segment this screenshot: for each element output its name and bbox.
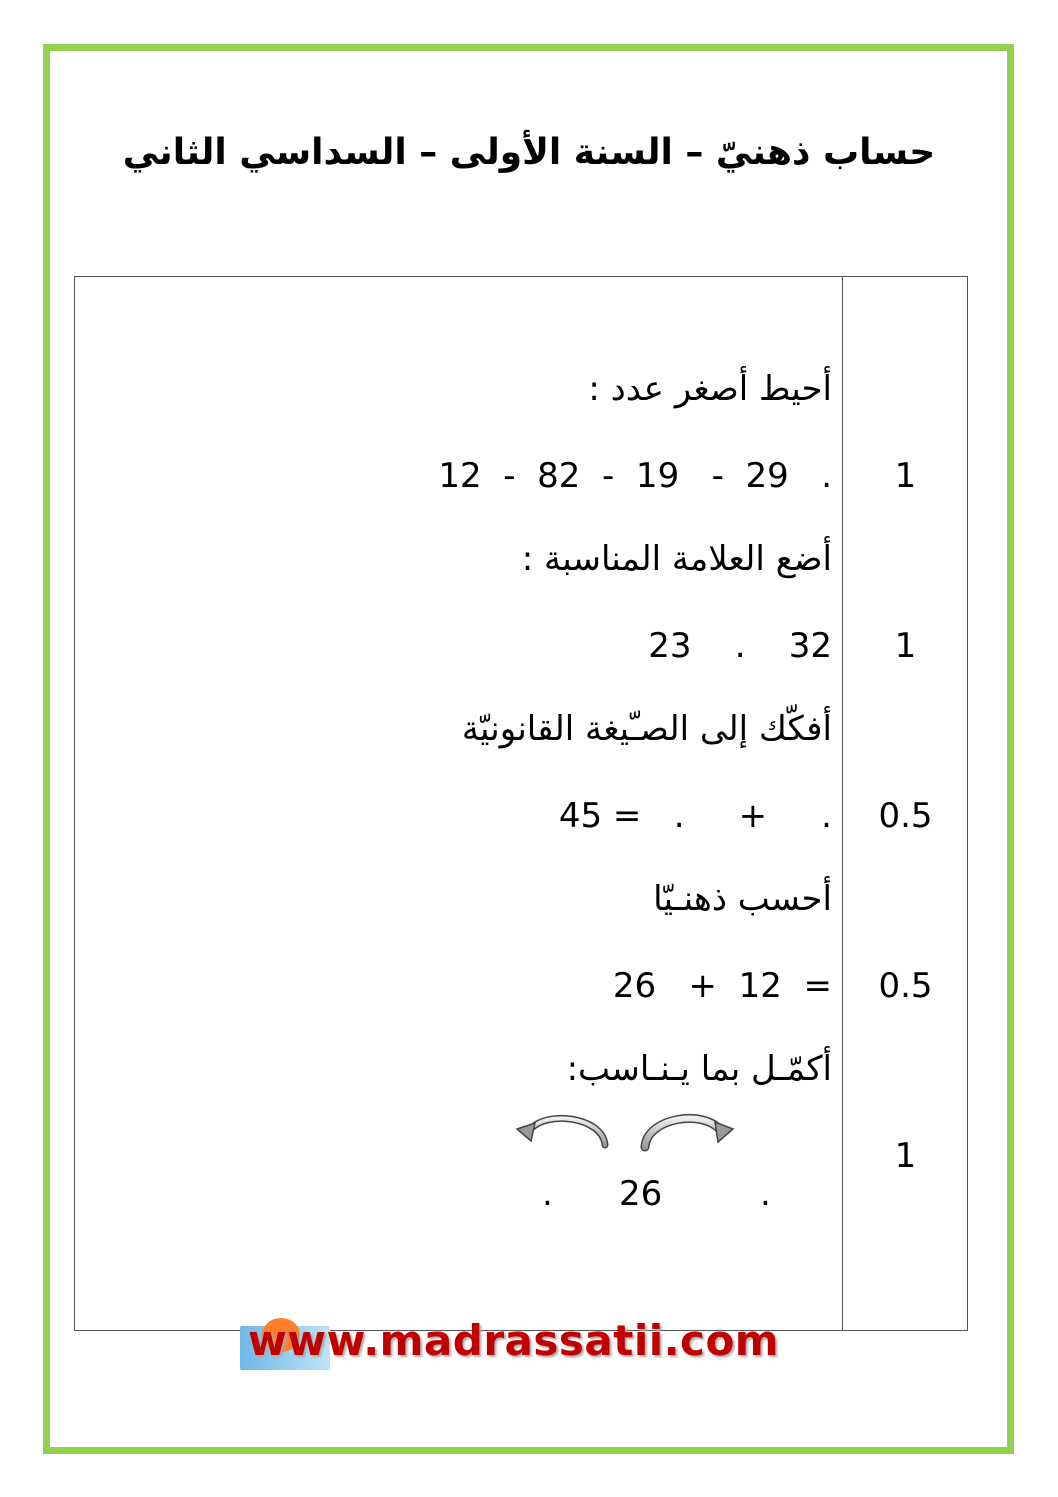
right-arrow-icon [645,1118,733,1147]
exercise-3-score: 0.5 [878,796,933,836]
watermark-text: www.madrassatii.com [248,1316,780,1365]
exercise-3-instruction: أفكّك إلى الصـّيغة القانونيّة [461,709,832,749]
exercise-1-score: 1 [894,456,917,496]
exercise-2-comparison [648,624,832,668]
exercise-4-instruction: أحسب ذهنـيّا [653,879,832,919]
exercise-5-score: 1 [894,1136,917,1176]
exercise-1-numbers [438,454,832,498]
sequence-arrows [505,1107,745,1167]
exercise-1-number-list: 12 - 82 - 19 - 29 . [438,456,832,496]
exercise-2-score: 1 [894,626,917,666]
exercise-2-instruction: أضع العلامة المناسبة : [521,539,832,579]
exercise-5-blank-right: . [760,1174,771,1214]
exercise-5-instruction: أكمّـل بما يـنـاسب: [566,1049,832,1089]
page-title: حساب ذهنيّ – السنة الأولى – السداسي الثاني [122,132,936,173]
watermark-logo [240,1314,780,1370]
exercise-4-expression: 26 + 12 = [612,966,832,1006]
exercise-5-blank-left: . [542,1174,553,1214]
exercise-3-expression: 45 = . + . [558,796,832,836]
exercise-1-instruction: أحيط أصغر عدد : [588,369,832,409]
left-arrow-icon [517,1118,605,1145]
exercise-3-decomposition [559,794,832,838]
exercise-4-score: 0.5 [878,966,933,1006]
exercise-5-value: 26 [619,1174,663,1214]
exercise-4-calculation [613,964,832,1008]
exercise-table [74,276,968,1331]
exercise-2-expression: 23 . 32 [648,626,832,666]
